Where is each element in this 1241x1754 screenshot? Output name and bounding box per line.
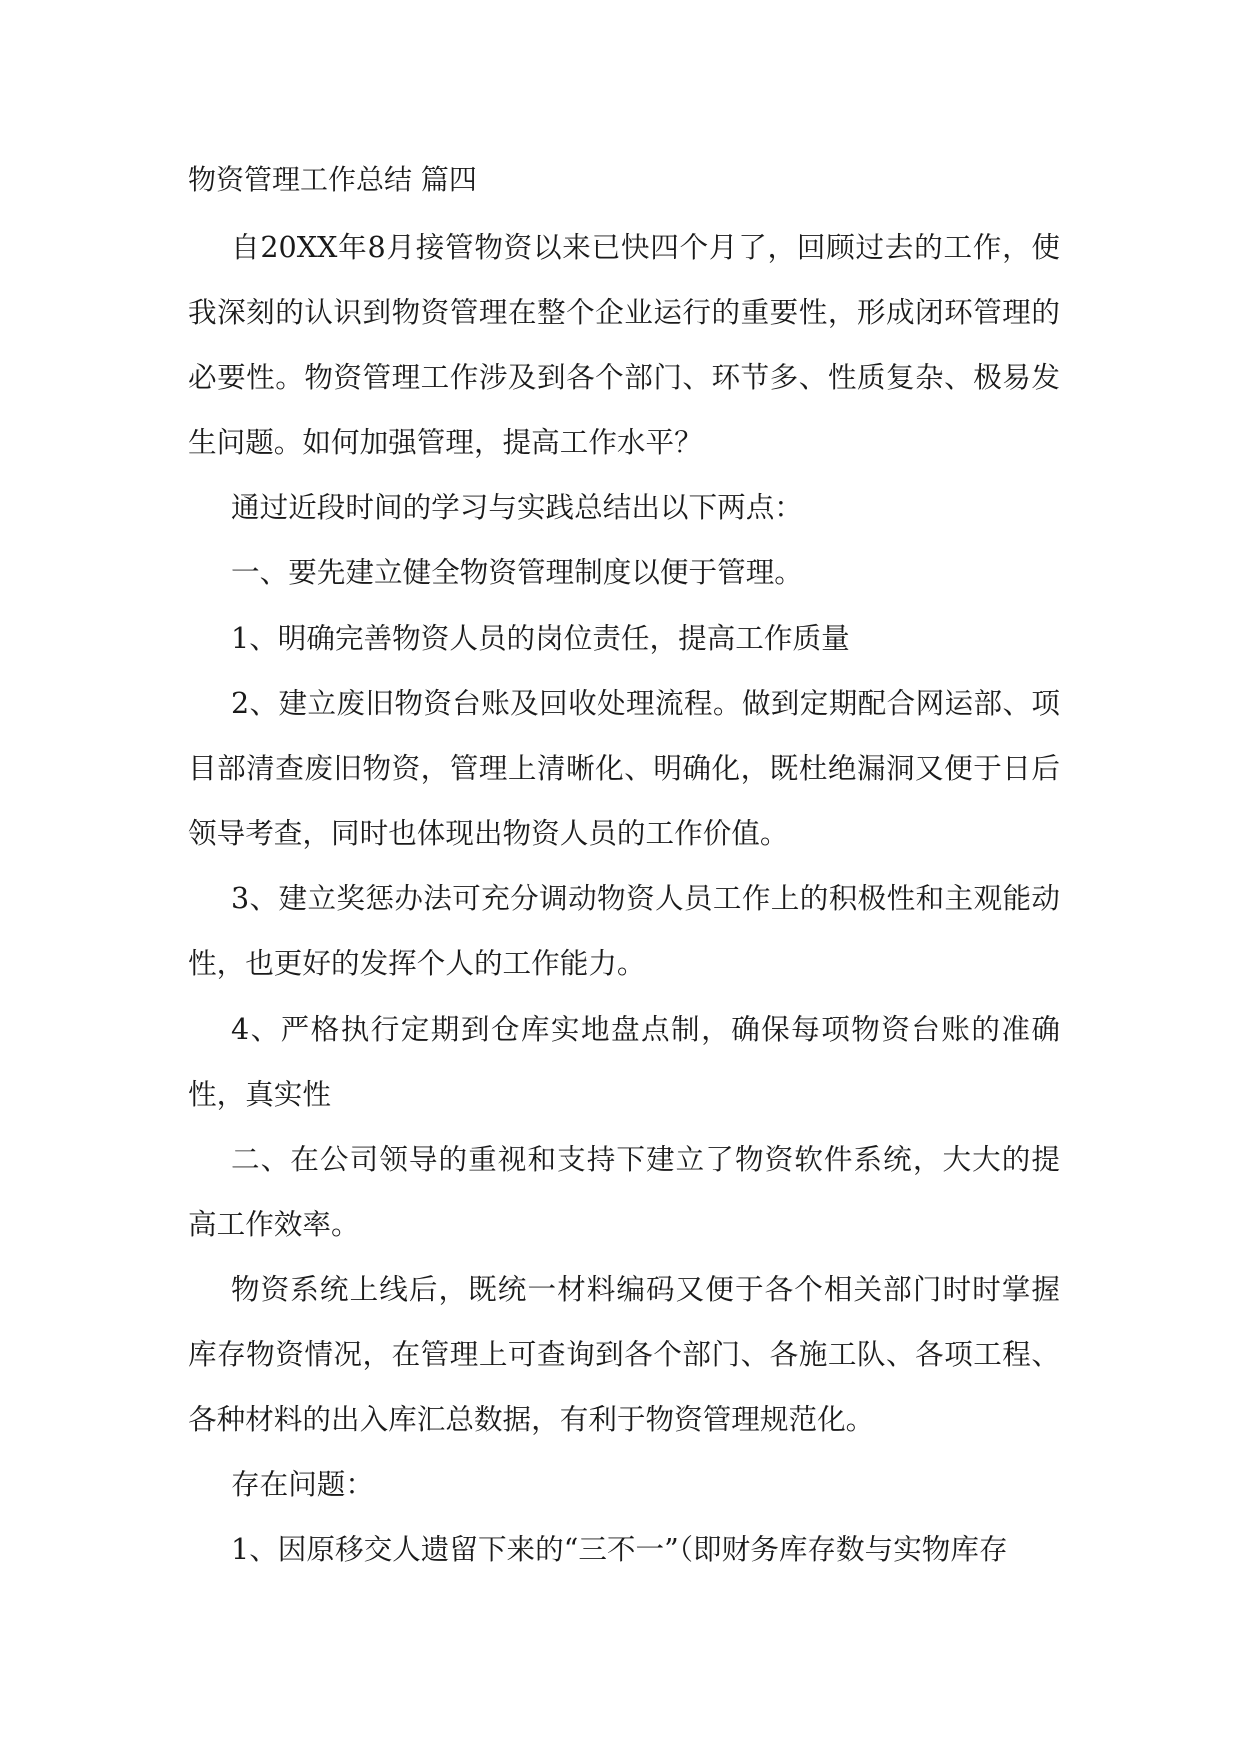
paragraph-point-two: 二、在公司领导的重视和支持下建立了物资软件系统，大大的提高工作效率。 xyxy=(188,1142,1060,1241)
paragraph-issue-1: 1、因原移交人遗留下来的“三不一”（即财务库存数与实物库存 xyxy=(231,1532,1008,1566)
paragraph-item-1: 1、明确完善物资人员的岗位责任，提高工作质量 xyxy=(231,621,850,655)
paragraph-item-2: 2、建立废旧物资台账及回收处理流程。做到定期配合网运部、项目部清查废旧物资，管理上清晰化、明确化，既杜绝漏洞又便于日后领导考查，同时也体现出物资人员的工作价值。 xyxy=(188,686,1060,850)
paragraph-item-4: 4、严格执行定期到仓库实地盘点制，确保每项物资台账的准确性，真实性 xyxy=(188,1012,1060,1111)
paragraph-point-one: 一、要先建立健全物资管理制度以便于管理。 xyxy=(231,555,803,589)
paragraph-issues-heading: 存在问题： xyxy=(231,1467,374,1501)
paragraph-intro: 自20XX年8月接管物资以来已快四个月了，回顾过去的工作，使我深刻的认识到物资管理在整个企业运行的重要性，形成闭环管理的必要性。物资管理工作涉及到各个部门、环节多、性质复杂、极易发生问题。如何加强管理，提高工作水平？ xyxy=(188,230,1060,459)
paragraph-system-online: 物资系统上线后，既统一材料编码又便于各个相关部门时时掌握库存物资情况，在管理上可查询到各个部门、各施工队、各项工程、各种材料的出入库汇总数据，有利于物资管理规范化。 xyxy=(188,1272,1060,1436)
document-title: 物资管理工作总结 篇四 xyxy=(188,163,477,196)
paragraph-item-3: 3、建立奖惩办法可充分调动物资人员工作上的积极性和主观能动性，也更好的发挥个人的工作能力。 xyxy=(188,881,1060,980)
paragraph-summary-lead: 通过近段时间的学习与实践总结出以下两点： xyxy=(231,490,803,524)
